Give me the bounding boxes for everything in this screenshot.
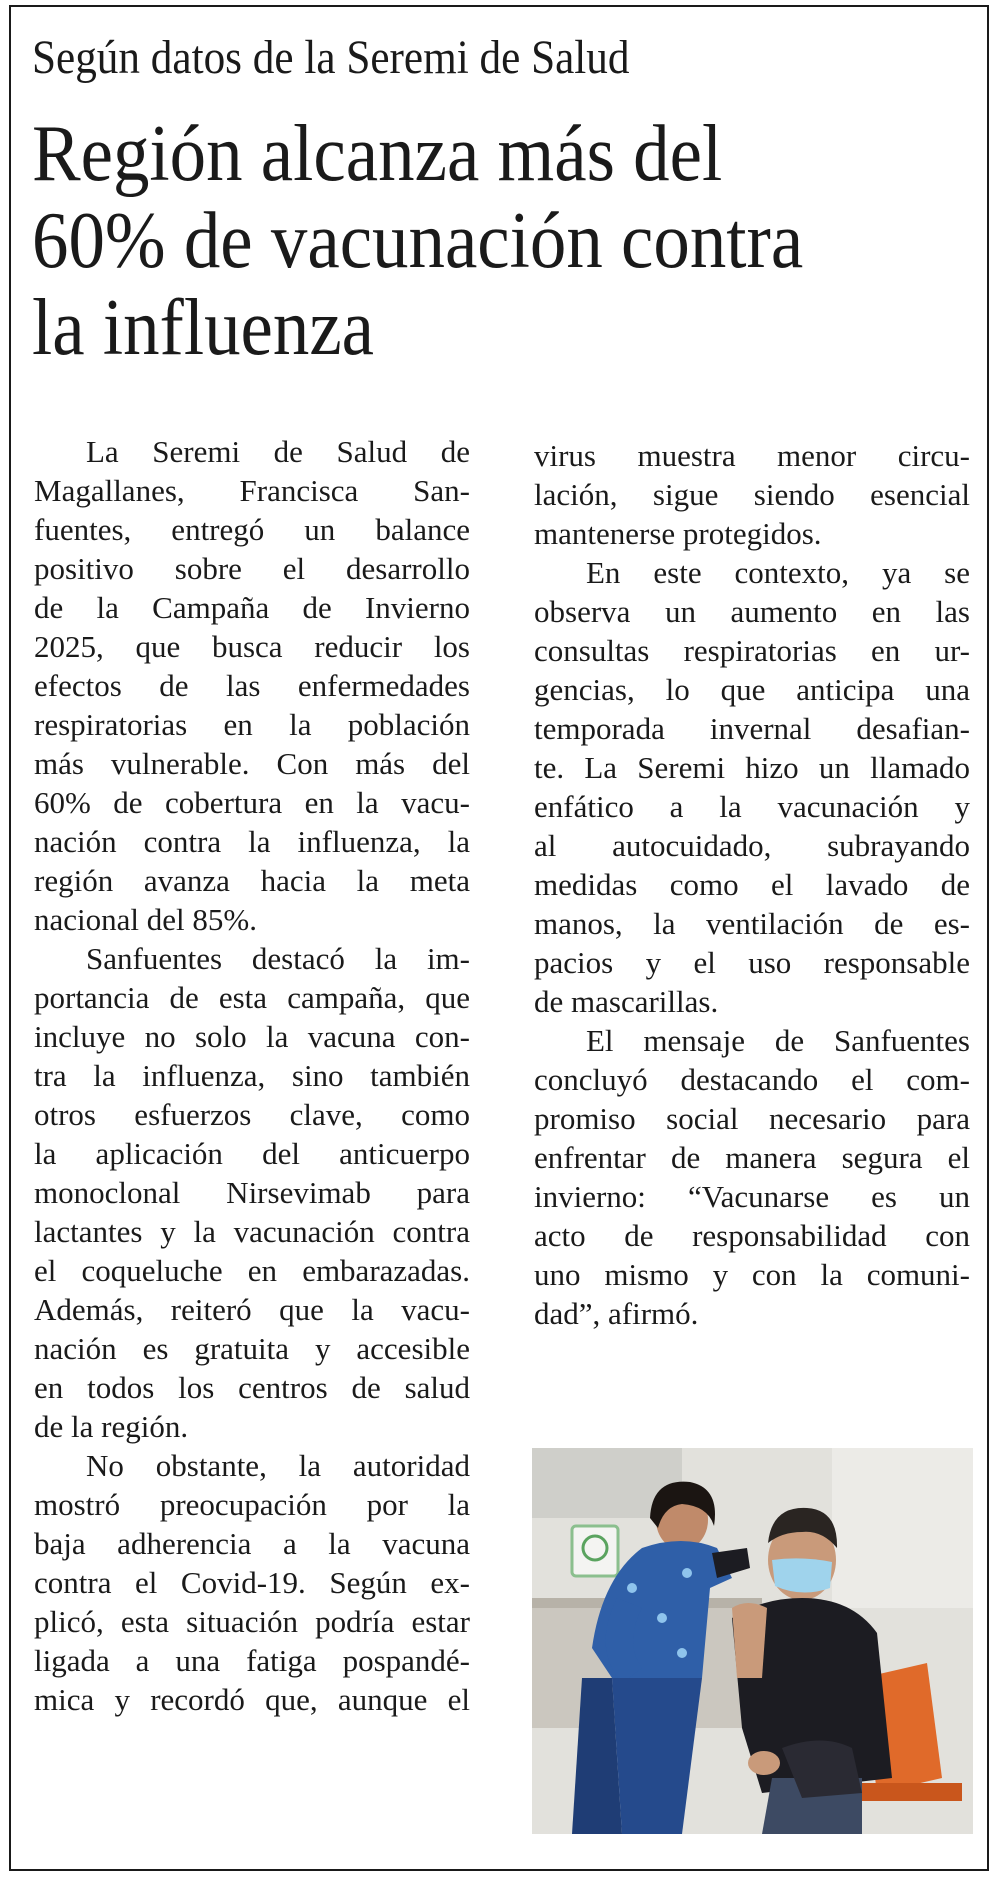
body-line: más vulnerable. Con más del — [34, 746, 470, 781]
body-line: contra el Covid-19. Según ex- — [34, 1565, 470, 1600]
vaccination-photo — [532, 1448, 973, 1834]
body-line: acto de responsabilidad con — [534, 1218, 970, 1253]
body-column-right — [534, 436, 970, 1333]
body-line: nación contra la influenza, la — [34, 824, 470, 859]
photo-curtain — [832, 1448, 973, 1608]
body-line: mica y recordó que, aunque el — [34, 1682, 470, 1717]
body-line: ligada a una fatiga pospandé- — [34, 1643, 470, 1678]
body-line: otros esfuerzos clave, como — [34, 1097, 470, 1132]
body-line: manos, la ventilación de es- — [534, 906, 970, 941]
photo-chair-seat — [852, 1783, 962, 1801]
body-line: monoclonal Nirsevimab para — [34, 1175, 470, 1210]
headline-line: la influenza — [32, 282, 375, 372]
body-line: gencias, lo que anticipa una — [534, 672, 970, 707]
body-line: región avanza hacia la meta — [34, 863, 470, 898]
body-line: al autocuidado, subrayando — [534, 828, 970, 863]
body-line: En este contexto, ya se — [586, 555, 970, 590]
vaccination-photo-illustration — [532, 1448, 973, 1834]
body-line: de mascarillas. — [534, 984, 719, 1019]
body-line: nacional del 85%. — [34, 902, 257, 937]
body-line: respiratorias en la población — [34, 707, 470, 742]
photo-scrubs-pattern — [682, 1568, 692, 1578]
body-line: dad”, afirmó. — [534, 1296, 699, 1331]
body-line: baja adherencia a la vacuna — [34, 1526, 470, 1561]
body-line: Magallanes, Francisca San- — [34, 473, 470, 508]
body-line: Además, reiteró que la vacu- — [34, 1292, 470, 1327]
photo-patient-arm — [732, 1603, 767, 1678]
body-line: La Seremi de Salud de — [86, 434, 470, 469]
body-line: concluyó destacando el com- — [534, 1062, 970, 1097]
body-line: tra la influenza, sino también — [34, 1058, 470, 1093]
body-line: fuentes, entregó un balance — [34, 512, 470, 547]
body-line: te. La Seremi hizo un llamado — [534, 750, 970, 785]
body-line: la aplicación del anticuerpo — [34, 1136, 470, 1171]
body-line: uno mismo y con la comuni- — [534, 1257, 970, 1292]
photo-patient-mask — [772, 1558, 832, 1592]
body-line: incluye no solo la vacuna con- — [34, 1019, 470, 1054]
kicker: Según datos de la Seremi de Salud — [32, 31, 630, 84]
headline-line: Región alcanza más del — [32, 108, 723, 198]
body-line: lactantes y la vacunación contra — [34, 1214, 470, 1249]
body-line: enfático a la vacunación y — [534, 789, 970, 824]
body-line: 2025, que busca reducir los — [34, 629, 470, 664]
body-line: promiso social necesario para — [534, 1101, 970, 1136]
body-line: positivo sobre el desarrollo — [34, 551, 470, 586]
body-line: medidas como el lavado de — [534, 867, 970, 902]
body-line: invierno: “Vacunarse es un — [534, 1179, 970, 1214]
body-line: nación es gratuita y accesible — [34, 1331, 470, 1366]
body-line: en todos los centros de salud — [34, 1370, 470, 1405]
photo-scrubs-pattern — [627, 1583, 637, 1593]
body-line: pacios y el uso responsable — [534, 945, 970, 980]
photo-patient-hand — [748, 1751, 780, 1775]
body-line: lación, sigue siendo esencial — [534, 477, 970, 512]
photo-scrubs-pattern — [677, 1648, 687, 1658]
body-line: temporada invernal desafian- — [534, 711, 970, 746]
body-line: Sanfuentes destacó la im- — [86, 941, 470, 976]
body-line: enfrentar de manera segura el — [534, 1140, 970, 1175]
body-line: plicó, esta situación podría estar — [34, 1604, 470, 1639]
body-line: mostró preocupación por la — [34, 1487, 470, 1522]
body-line: efectos de las enfermedades — [34, 668, 470, 703]
headline — [32, 110, 941, 371]
body-line: portancia de esta campaña, que — [34, 980, 470, 1015]
body-line: de la Campaña de Invierno — [34, 590, 470, 625]
body-line: el coqueluche en embarazadas. — [34, 1253, 470, 1288]
body-line: No obstante, la autoridad — [86, 1448, 470, 1483]
body-column-left — [34, 432, 470, 1719]
body-line: observa un aumento en las — [534, 594, 970, 629]
body-line: de la región. — [34, 1409, 189, 1444]
body-line: El mensaje de Sanfuentes — [586, 1023, 970, 1058]
body-line: consultas respiratorias en ur- — [534, 633, 970, 668]
body-line: mantenerse protegidos. — [534, 516, 822, 551]
body-line: virus muestra menor circu- — [534, 438, 970, 473]
body-line: 60% de cobertura en la vacu- — [34, 785, 470, 820]
headline-line: 60% de vacunación contra — [32, 195, 804, 285]
photo-scrubs-pattern — [657, 1613, 667, 1623]
photo-wall-sign — [572, 1526, 618, 1576]
